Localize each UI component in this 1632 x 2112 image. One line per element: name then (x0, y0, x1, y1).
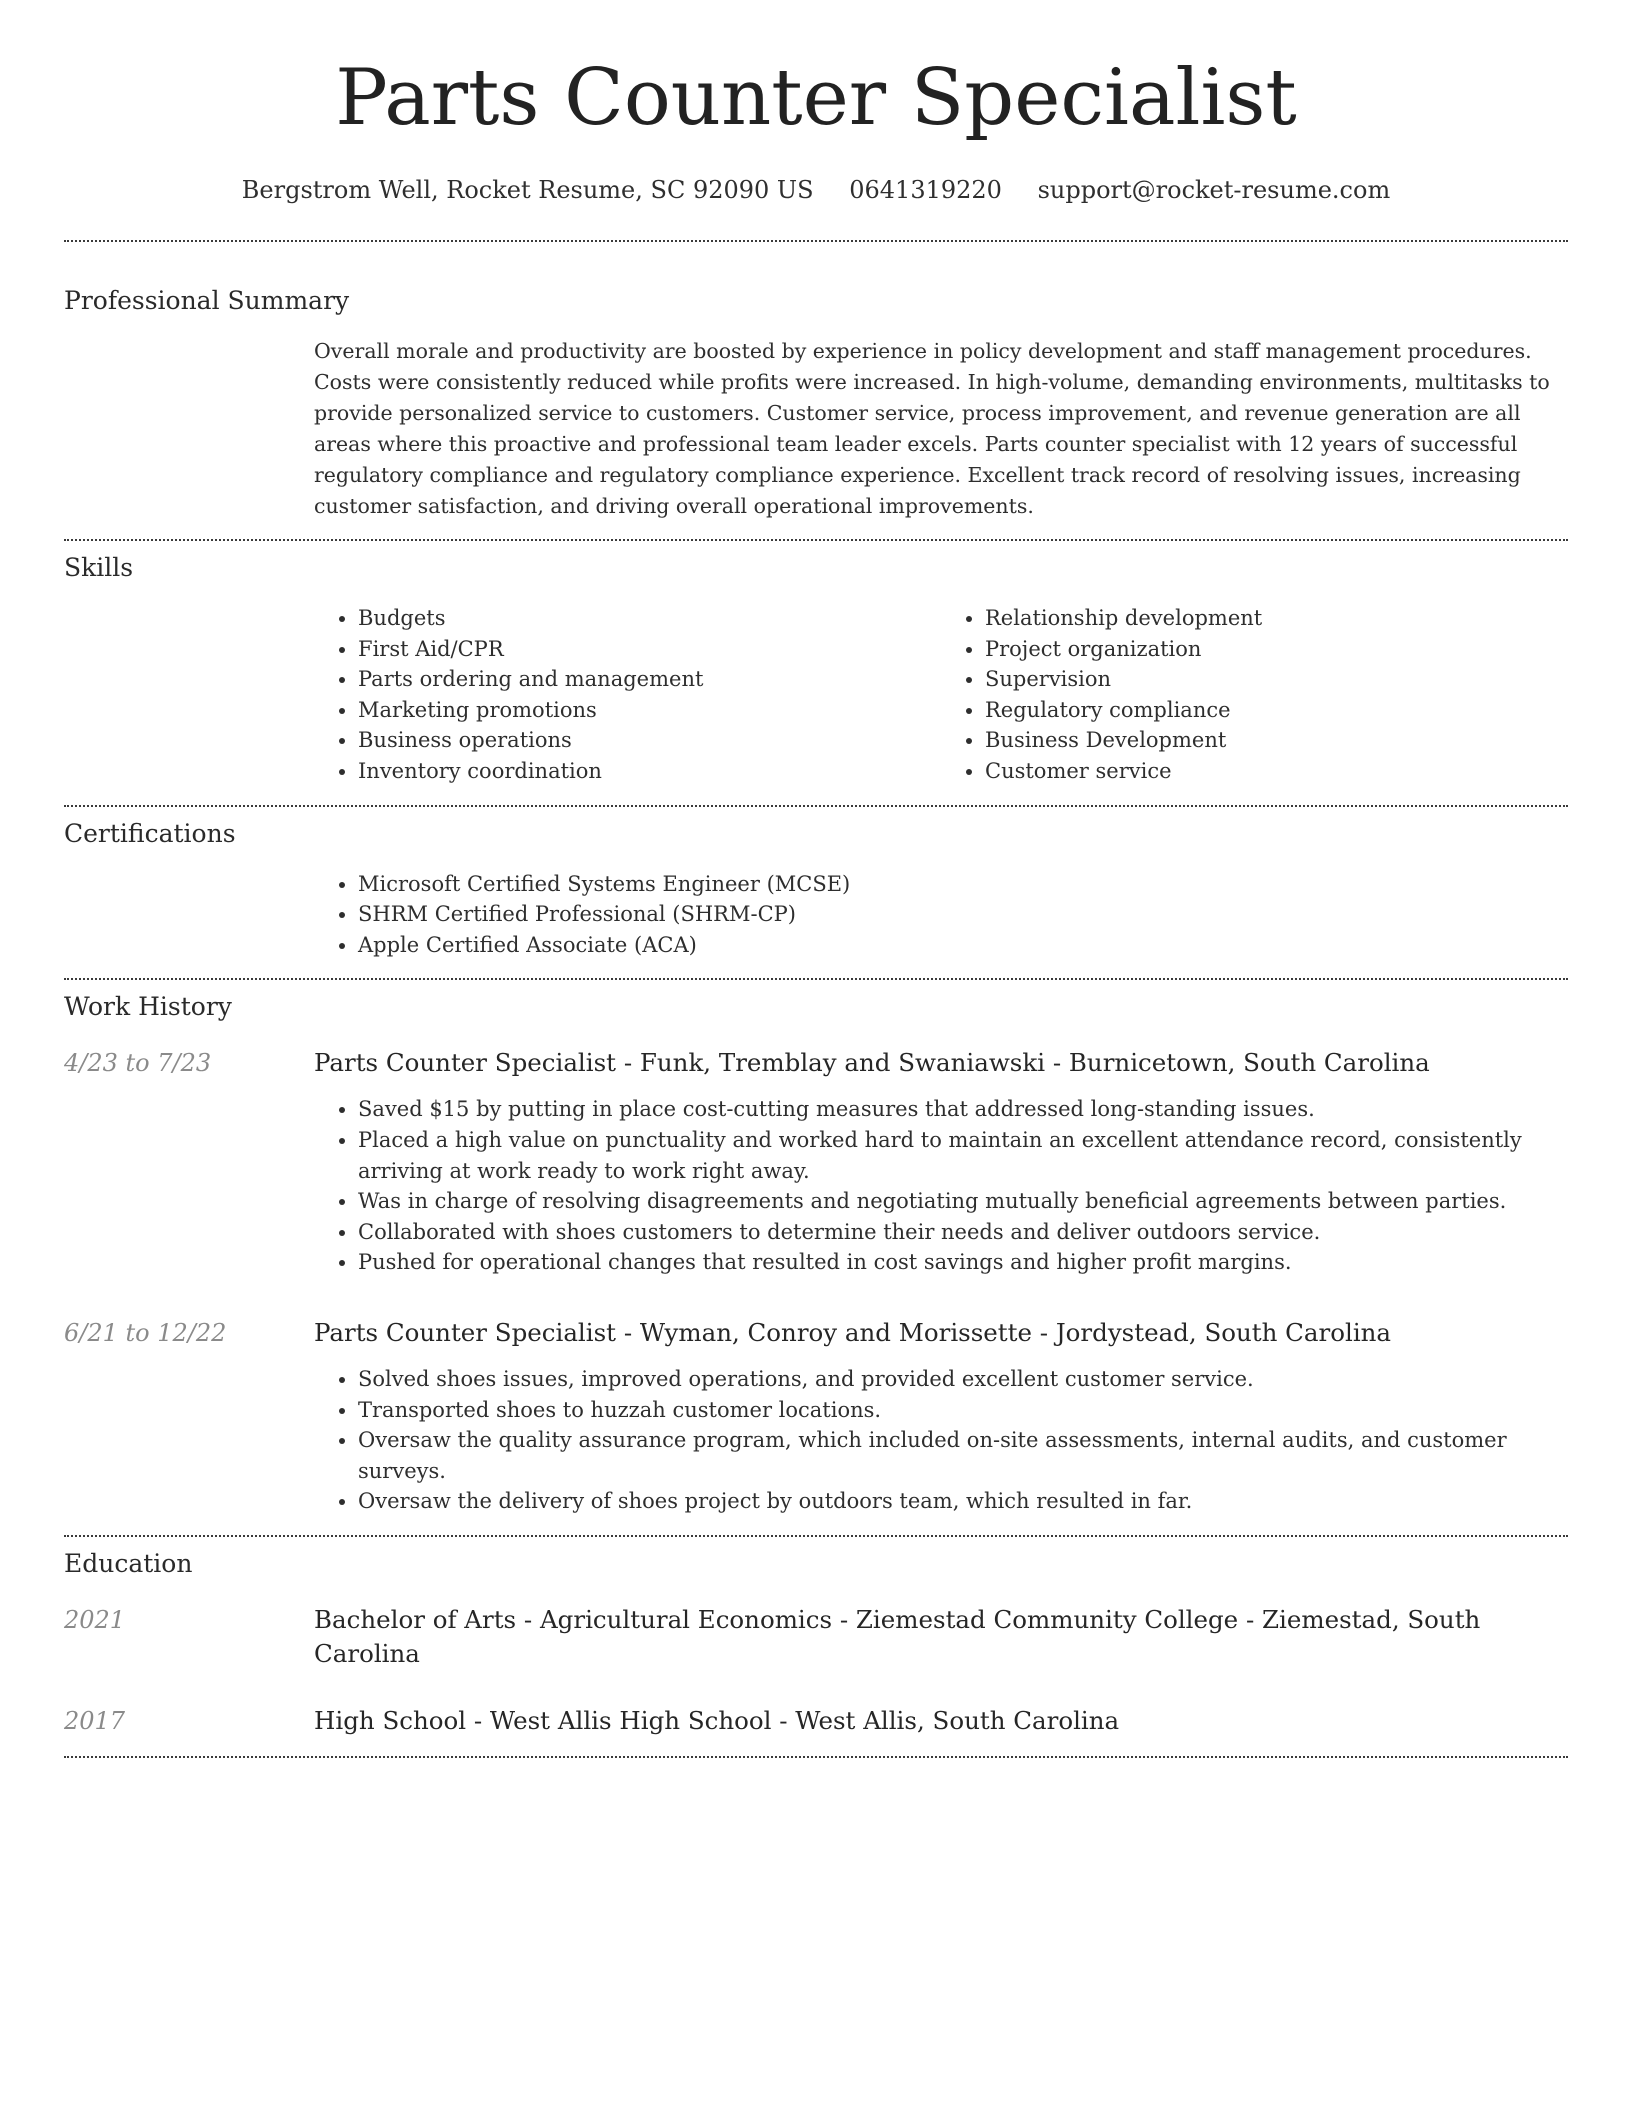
skills-list-right (941, 603, 1568, 787)
section-title-education: Education (64, 1548, 193, 1578)
list-item: • Customer service (985, 756, 1568, 787)
resume-page (64, 0, 1568, 1758)
job-dates: 6/21 to 12/22 (64, 1318, 227, 1347)
section-title-skills: Skills (64, 553, 134, 582)
list-item: • Solved shoes issues, improved operations, and provided excellent customer service. (358, 1364, 1568, 1395)
summary-text: Overall morale and productivity are boosted by experience in policy development and staff management procedures. Costs were consistently reduced while profits were increased. In high-volume, demanding environments, multitasks to provide personalized service to customers. Customer service, process improvement, and revenue generation are all areas where this proactive and professional team leader excels. Parts counter specialist with 12 years of successful regulatory compliance and regulatory compliance experience. Excellent track record of resolving issues, increasing customer satisfaction, and driving overall operational improvements. (314, 339, 1550, 518)
certifications-section (64, 807, 1568, 961)
list-item: • Parts ordering and management (358, 664, 941, 695)
list-item: • Transported shoes to huzzah customer locations. (358, 1395, 1568, 1426)
list-item: • Collaborated with shoes customers to determine their needs and deliver outdoors service. (358, 1217, 1568, 1248)
list-item: • Oversaw the delivery of shoes project by outdoors team, which resulted in far. (358, 1486, 1568, 1517)
list-item: • Inventory coordination (358, 756, 941, 787)
education-text: Bachelor of Arts - Agricultural Economics - Ziemestad Community College - Ziemestad, South Carolina (314, 1604, 1481, 1668)
education-year: 2021 (64, 1605, 126, 1634)
section-title-certifications: Certifications (64, 818, 236, 848)
job-title: Parts Counter Specialist - Wyman, Conroy and Morissette - Jordystead, South Carolina (314, 1317, 1392, 1347)
section-title-work-history: Work History (64, 992, 232, 1022)
contact-address: Bergstrom Well, Rocket Resume, SC 92090 US (241, 176, 814, 204)
job-bullets (314, 1364, 1568, 1517)
section-title-summary: Professional Summary (64, 286, 350, 315)
job-bullets (314, 1094, 1568, 1278)
education-year: 2017 (64, 1706, 126, 1735)
list-item: • Business operations (358, 725, 941, 756)
list-item: • Relationship development (985, 603, 1568, 634)
list-item: • Pushed for operational changes that resulted in cost savings and higher profit margins. (358, 1247, 1568, 1278)
list-item: • Apple Certified Associate (ACA) (358, 930, 1568, 961)
job-entry (64, 1046, 1568, 1278)
contact-phone: 0641319220 (849, 176, 1002, 204)
list-item: • SHRM Certified Professional (SHRM-CP) (358, 899, 1568, 930)
certifications-list (314, 869, 1568, 961)
list-item: • Was in charge of resolving disagreements and negotiating mutually beneficial agreements between parties. (358, 1186, 1568, 1217)
list-item: • Marketing promotions (358, 695, 941, 726)
contact-line (64, 174, 1568, 206)
resume-name: Parts Counter Specialist (335, 53, 1297, 143)
education-entry (64, 1704, 1568, 1738)
list-item: • Project organization (985, 634, 1568, 665)
contact-email: support@rocket-resume.com (1037, 176, 1391, 204)
list-item: • Budgets (358, 603, 941, 634)
list-item: • First Aid/CPR (358, 634, 941, 665)
list-item: • Microsoft Certified Systems Engineer (MCSE) (358, 869, 1568, 900)
work-history-section (64, 980, 1568, 1517)
list-item: • Oversaw the quality assurance program, which included on-site assessments, internal audits, and customer surveys. (358, 1425, 1568, 1486)
skills-section (64, 541, 1568, 787)
divider (64, 1756, 1568, 1758)
skills-list-left (314, 603, 941, 787)
job-title: Parts Counter Specialist - Funk, Tremblay and Swaniawski - Burnicetown, South Carolina (314, 1048, 1430, 1078)
education-text: High School - West Allis High School - West Allis, South Carolina (314, 1705, 1120, 1735)
education-entry (64, 1603, 1568, 1671)
summary-section (64, 242, 1568, 522)
job-entry (64, 1316, 1568, 1517)
list-item: • Supervision (985, 664, 1568, 695)
list-item: • Business Development (985, 725, 1568, 756)
education-section (64, 1537, 1568, 1738)
job-dates: 4/23 to 7/23 (64, 1049, 212, 1078)
list-item: • Regulatory compliance (985, 695, 1568, 726)
list-item: • Placed a high value on punctuality and worked hard to maintain an excellent attendance record, consistently arriving at work ready to work right away. (358, 1125, 1568, 1186)
list-item: • Saved $15 by putting in place cost-cutting measures that addressed long-standing issues. (358, 1094, 1568, 1125)
